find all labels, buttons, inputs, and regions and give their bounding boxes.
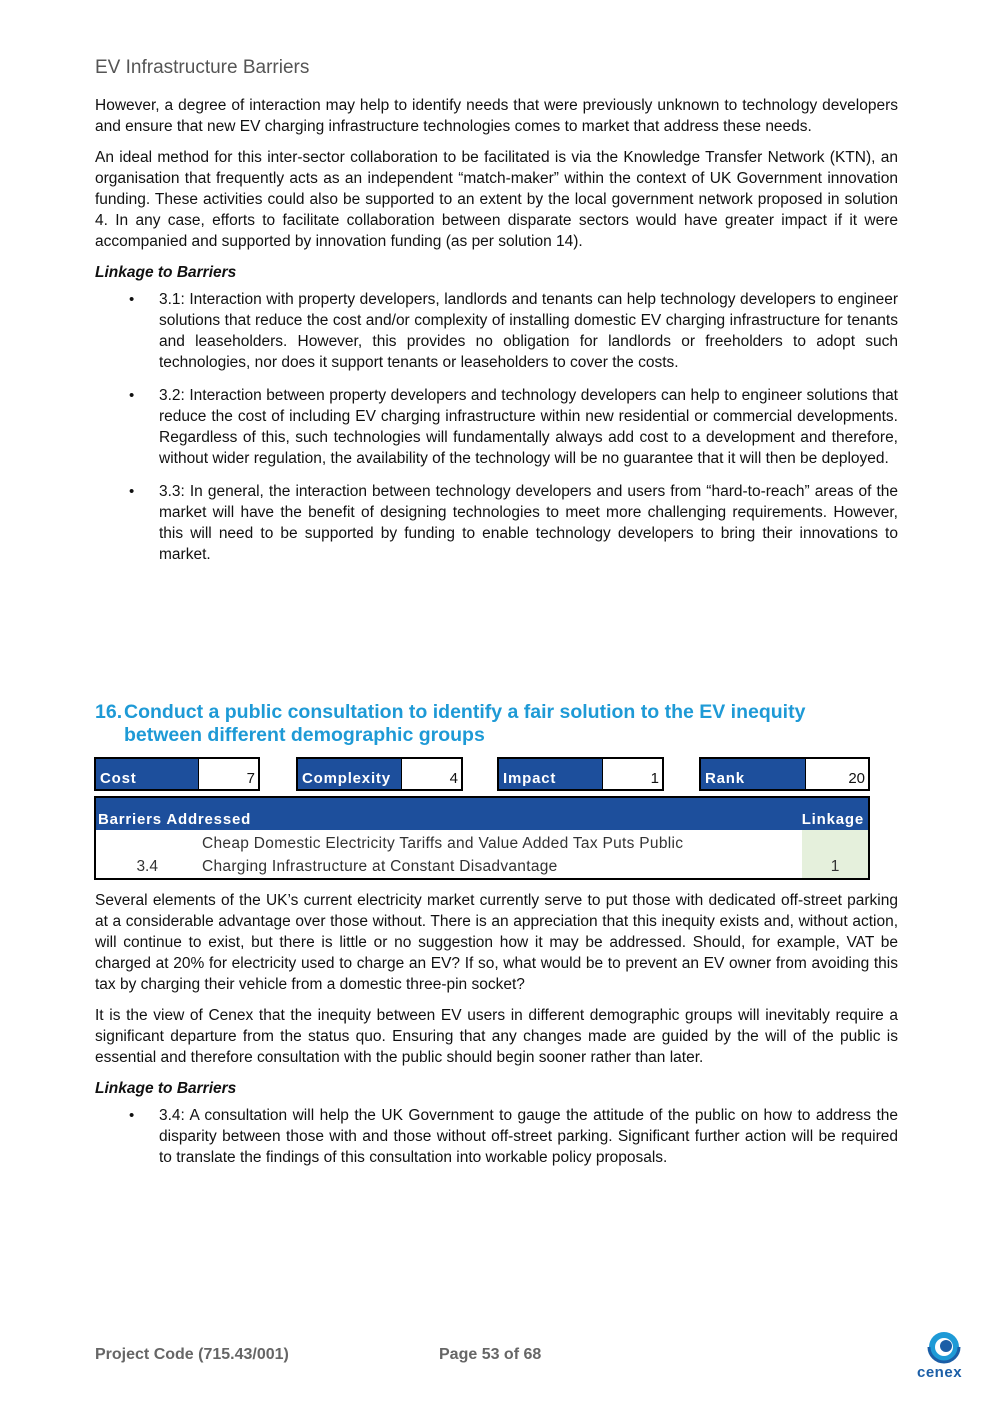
list-item: • 3.1: Interaction with property developers, landlords and tenants can help technology developers to engineer solutions that reduce the cost and/or complexity of installing domestic EV charging infrastructure for tenants and leaseholders. However, this provides no obligation for landlords or freeholders to adopt such technologies, nor does it support tenants or leaseholders to cover the costs. xyxy=(159,289,898,373)
paragraph: Several elements of the UK’s current electricity market currently serve to put those with dedicated off-street parking at a considerable advantage over those without. There is an appreciation that this inequity exists and, without action, will continue to exist, but there is little or no suggestion how it may be addressed. Should, for example, VAT be charged at 20% for electricity used to charge an EV? If so, what would be to prevent an EV owner from avoiding this tax by charging their vehicle from a domestic three-pin socket? xyxy=(95,892,898,993)
table-row xyxy=(96,830,868,878)
metric-impact xyxy=(497,757,664,791)
metric-value: 1 xyxy=(602,759,662,789)
metric-value: 4 xyxy=(401,759,461,789)
metric-value: 20 xyxy=(805,759,868,789)
barrier-code: 3.4 xyxy=(136,858,158,875)
barrier-description-line: Cheap Domestic Electricity Tariffs and Value Added Tax Puts Public xyxy=(202,835,684,852)
barrier-description xyxy=(158,830,802,878)
bullet-list xyxy=(95,289,898,565)
metric-label: Cost xyxy=(96,759,198,789)
header-barriers: Barriers Addressed xyxy=(98,811,252,828)
barriers-table-header xyxy=(96,798,868,830)
section-number: 16. xyxy=(95,701,123,723)
metric-label: Rank xyxy=(701,759,805,789)
paragraph: An ideal method for this inter-sector collaboration to be facilitated is via the Knowledge Transfer Network (KTN), an organisation that frequently acts as an independent “match-maker” within the context of UK Government innovation funding. These activities could also be supported to an extent by the local government network proposed in solution 4. In any case, efforts to facilitate collaboration between disparate sectors would have greater impact if it were accompanied and supported by innovation funding (as per solution 14). xyxy=(95,149,898,250)
page-header-title: EV Infrastructure Barriers xyxy=(95,57,310,78)
linkage-heading: Linkage to Barriers xyxy=(95,264,237,281)
paragraph: However, a degree of interaction may help to identify needs that were previously unknown to technology developers and ensure that new EV charging infrastructure technologies comes to market that address these needs. xyxy=(95,97,898,135)
footer-project-code: Project Code (715.43/001) xyxy=(95,1346,289,1363)
linkage-heading: Linkage to Barriers xyxy=(95,1080,237,1097)
metric-label: Impact xyxy=(499,759,602,789)
barrier-description-line: Charging Infrastructure at Constant Disadvantage xyxy=(202,858,558,875)
intro-content xyxy=(95,95,898,577)
barriers-table xyxy=(94,796,870,880)
footer-page-number: Page 53 of 68 xyxy=(439,1346,542,1363)
list-item: • 3.3: In general, the interaction between technology developers and users from “hard-to-reach” areas of the market will have the benefit of designing technologies to meet more challenging requirements. However, this will need to be supported by funding to enable technology developers to bring their innovations to market. xyxy=(159,481,898,565)
list-item: • 3.2: Interaction between property developers and technology developers can help to engineer solutions that reduce the cost of including EV charging infrastructure within new residential or commercial developments. Regardless of this, such technologies will fundamentally always add cost to a development and therefore, without wider regulation, the availability of the technology will be no guarantee that it will then be deployed. xyxy=(159,385,898,469)
section-content xyxy=(95,890,898,1180)
metric-rank xyxy=(699,757,870,791)
section-heading xyxy=(95,701,875,747)
list-item: • 3.4: A consultation will help the UK Government to gauge the attitude of the public on how to address the disparity between those with and those without off-street parking. Significant further action will be required to translate the findings of this consultation into workable policy proposals. xyxy=(159,1105,898,1168)
metric-value: 7 xyxy=(198,759,258,789)
section-title: Conduct a public consultation to identify a fair solution to the EV inequity between different demographic groups xyxy=(124,701,806,746)
metric-label: Complexity xyxy=(298,759,401,789)
metrics-row xyxy=(94,757,870,789)
metric-complexity xyxy=(296,757,463,791)
bullet-list xyxy=(95,1105,898,1168)
barrier-linkage: 1 xyxy=(802,830,868,878)
metric-cost xyxy=(94,757,260,791)
paragraph: It is the view of Cenex that the inequity between EV users in different demographic groups will inevitably require a significant departure from the status quo. Ensuring that any changes made are guided by the will of the public is essential and therefore consultation with the public should begin sooner rather than later. xyxy=(95,1007,898,1066)
header-linkage: Linkage xyxy=(801,811,864,828)
logo-text: cenex xyxy=(917,1364,963,1381)
